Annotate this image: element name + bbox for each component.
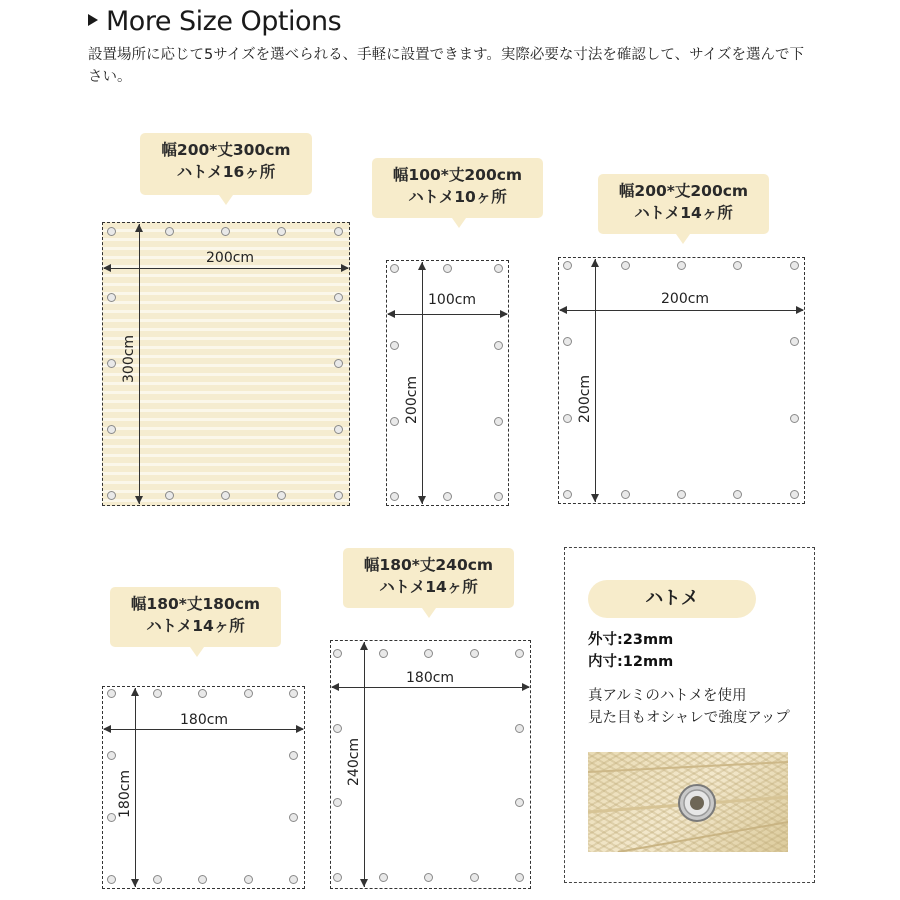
grommet-icon bbox=[107, 293, 116, 302]
grommet-icon bbox=[515, 873, 524, 882]
grommet-icon bbox=[107, 875, 116, 884]
grommet-count: ハトメ14ヶ所 bbox=[146, 617, 245, 635]
arrow-up-icon bbox=[135, 224, 143, 232]
grommet-icon bbox=[563, 490, 572, 499]
section-title: More Size Options bbox=[88, 6, 341, 37]
height-dimension-line bbox=[135, 688, 136, 887]
grommet-icon bbox=[494, 417, 503, 426]
arrow-up-icon bbox=[131, 688, 139, 696]
arrow-left-icon bbox=[331, 683, 339, 691]
grommet-icon bbox=[470, 873, 479, 882]
grommet-count: ハトメ14ヶ所 bbox=[379, 578, 478, 596]
height-dimension-line bbox=[422, 262, 423, 504]
grommet-icon bbox=[515, 649, 524, 658]
inner-size-spec: 内寸:12mm bbox=[588, 654, 674, 670]
grommet-icon bbox=[515, 798, 524, 807]
height-dimension-label: 200cm bbox=[404, 375, 420, 424]
grommet-count: ハトメ14ヶ所 bbox=[634, 204, 733, 222]
size-label: 幅180*丈180cm bbox=[130, 595, 261, 613]
grommet-icon bbox=[443, 492, 452, 501]
grommet-icon bbox=[424, 649, 433, 658]
grommet-note-line1: 真アルミのハトメを使用 bbox=[588, 688, 747, 704]
grommet-icon bbox=[379, 873, 388, 882]
height-dimension-label: 300cm bbox=[121, 334, 137, 383]
height-dimension-label: 180cm bbox=[117, 769, 133, 818]
grommet-icon bbox=[443, 264, 452, 273]
grommet-icon bbox=[494, 341, 503, 350]
grommet-icon bbox=[621, 261, 630, 270]
grommet-icon bbox=[289, 689, 298, 698]
size-label: 幅180*丈240cm bbox=[363, 556, 494, 574]
grommet-icon bbox=[165, 491, 174, 500]
width-dimension-label: 200cm bbox=[661, 291, 710, 307]
arrow-up-icon bbox=[360, 642, 368, 650]
grommet-count: ハトメ16ヶ所 bbox=[176, 163, 276, 181]
grommet-icon bbox=[198, 875, 207, 884]
grommet-icon bbox=[107, 751, 116, 760]
grommet-icon bbox=[563, 261, 572, 270]
grommet-icon bbox=[790, 337, 799, 346]
arrow-down-icon bbox=[418, 496, 426, 504]
height-dimension-line bbox=[139, 224, 140, 504]
grommet-icon bbox=[563, 337, 572, 346]
grommet-icon bbox=[221, 227, 230, 236]
size-callout-100x200 bbox=[372, 158, 543, 218]
width-dimension-line bbox=[104, 729, 303, 730]
grommet-icon bbox=[333, 724, 342, 733]
arrow-left-icon bbox=[103, 725, 111, 733]
grommet-icon bbox=[790, 261, 799, 270]
grommet-icon bbox=[289, 813, 298, 822]
grommet-icon bbox=[494, 492, 503, 501]
grommet-count: ハトメ10ヶ所 bbox=[408, 188, 507, 206]
grommet-icon bbox=[333, 873, 342, 882]
grommet-icon bbox=[390, 341, 399, 350]
grommet-icon bbox=[733, 261, 742, 270]
grommet-icon bbox=[790, 490, 799, 499]
grommet-icon bbox=[470, 649, 479, 658]
arrow-right-icon bbox=[296, 725, 304, 733]
grommet-icon bbox=[733, 490, 742, 499]
aluminum-grommet-icon bbox=[588, 752, 788, 852]
height-dimension-label: 200cm bbox=[577, 374, 593, 423]
width-dimension-line bbox=[104, 268, 348, 269]
grommet-icon bbox=[221, 491, 230, 500]
grommet-icon bbox=[390, 417, 399, 426]
grommet-icon bbox=[424, 873, 433, 882]
grommet-icon bbox=[790, 414, 799, 423]
grommet-icon bbox=[494, 264, 503, 273]
grommet-icon bbox=[379, 649, 388, 658]
width-dimension-label: 100cm bbox=[428, 292, 477, 308]
arrow-left-icon bbox=[559, 306, 567, 314]
width-dimension-label: 200cm bbox=[206, 250, 255, 266]
grommet-title-pill: ハトメ bbox=[588, 580, 756, 618]
grommet-icon bbox=[677, 490, 686, 499]
arrow-up-icon bbox=[418, 262, 426, 270]
grommet-icon bbox=[390, 492, 399, 501]
section-description: 設置場所に応じて5サイズを選べられる、手軽に設置できます。実際必要な寸法を確認して、サイズを選んで下さい。 bbox=[88, 47, 804, 85]
grommet-icon bbox=[277, 491, 286, 500]
width-dimension-line bbox=[560, 310, 803, 311]
arrow-right-icon bbox=[796, 306, 804, 314]
grommet-icon bbox=[244, 875, 253, 884]
size-callout-180x180 bbox=[110, 587, 281, 647]
grommet-closeup-photo bbox=[588, 752, 788, 852]
size-label: 幅100*丈200cm bbox=[392, 166, 523, 184]
height-dimension-line bbox=[364, 642, 365, 887]
grommet-icon bbox=[277, 227, 286, 236]
grommet-icon bbox=[289, 751, 298, 760]
width-dimension-line bbox=[332, 687, 529, 688]
grommet-icon bbox=[334, 425, 343, 434]
height-dimension-line bbox=[595, 259, 596, 502]
grommet-icon bbox=[107, 491, 116, 500]
grommet-icon bbox=[107, 425, 116, 434]
size-label: 幅200*丈200cm bbox=[618, 182, 749, 200]
width-dimension-line bbox=[388, 314, 507, 315]
grommet-icon bbox=[244, 689, 253, 698]
grommet-icon bbox=[563, 414, 572, 423]
outer-size-spec: 外寸:23mm bbox=[588, 632, 674, 648]
arrow-right-icon bbox=[500, 310, 508, 318]
grommet-icon bbox=[165, 227, 174, 236]
grommet-icon bbox=[333, 798, 342, 807]
grommet-icon bbox=[198, 689, 207, 698]
grommet-icon bbox=[621, 490, 630, 499]
grommet-icon bbox=[107, 227, 116, 236]
grommet-icon bbox=[153, 689, 162, 698]
size-callout-200x200 bbox=[598, 174, 769, 234]
arrow-right-icon bbox=[341, 264, 349, 272]
grommet-note-line2: 見た目もオシャレで強度アップ bbox=[588, 710, 790, 726]
arrow-up-icon bbox=[591, 259, 599, 267]
grommet-icon bbox=[334, 227, 343, 236]
size-callout-180x240 bbox=[343, 548, 514, 608]
size-label: 幅200*丈300cm bbox=[161, 141, 291, 159]
triangle-bullet-icon bbox=[88, 14, 98, 26]
height-dimension-label: 240cm bbox=[346, 737, 362, 786]
grommet-icon bbox=[289, 875, 298, 884]
arrow-left-icon bbox=[387, 310, 395, 318]
arrow-down-icon bbox=[131, 879, 139, 887]
width-dimension-label: 180cm bbox=[406, 670, 455, 686]
arrow-down-icon bbox=[591, 494, 599, 502]
grommet-icon bbox=[107, 689, 116, 698]
grommet-icon bbox=[515, 724, 524, 733]
grommet-icon bbox=[333, 649, 342, 658]
size-callout-200x300 bbox=[140, 133, 312, 195]
arrow-down-icon bbox=[135, 496, 143, 504]
arrow-down-icon bbox=[360, 879, 368, 887]
arrow-right-icon bbox=[522, 683, 530, 691]
grommet-icon bbox=[107, 359, 116, 368]
grommet-icon bbox=[390, 264, 399, 273]
grommet-icon bbox=[334, 491, 343, 500]
grommet-icon bbox=[153, 875, 162, 884]
width-dimension-label: 180cm bbox=[180, 712, 229, 728]
grommet-icon bbox=[107, 813, 116, 822]
grommet-icon bbox=[334, 359, 343, 368]
grommet-icon bbox=[334, 293, 343, 302]
arrow-left-icon bbox=[103, 264, 111, 272]
grommet-icon bbox=[677, 261, 686, 270]
